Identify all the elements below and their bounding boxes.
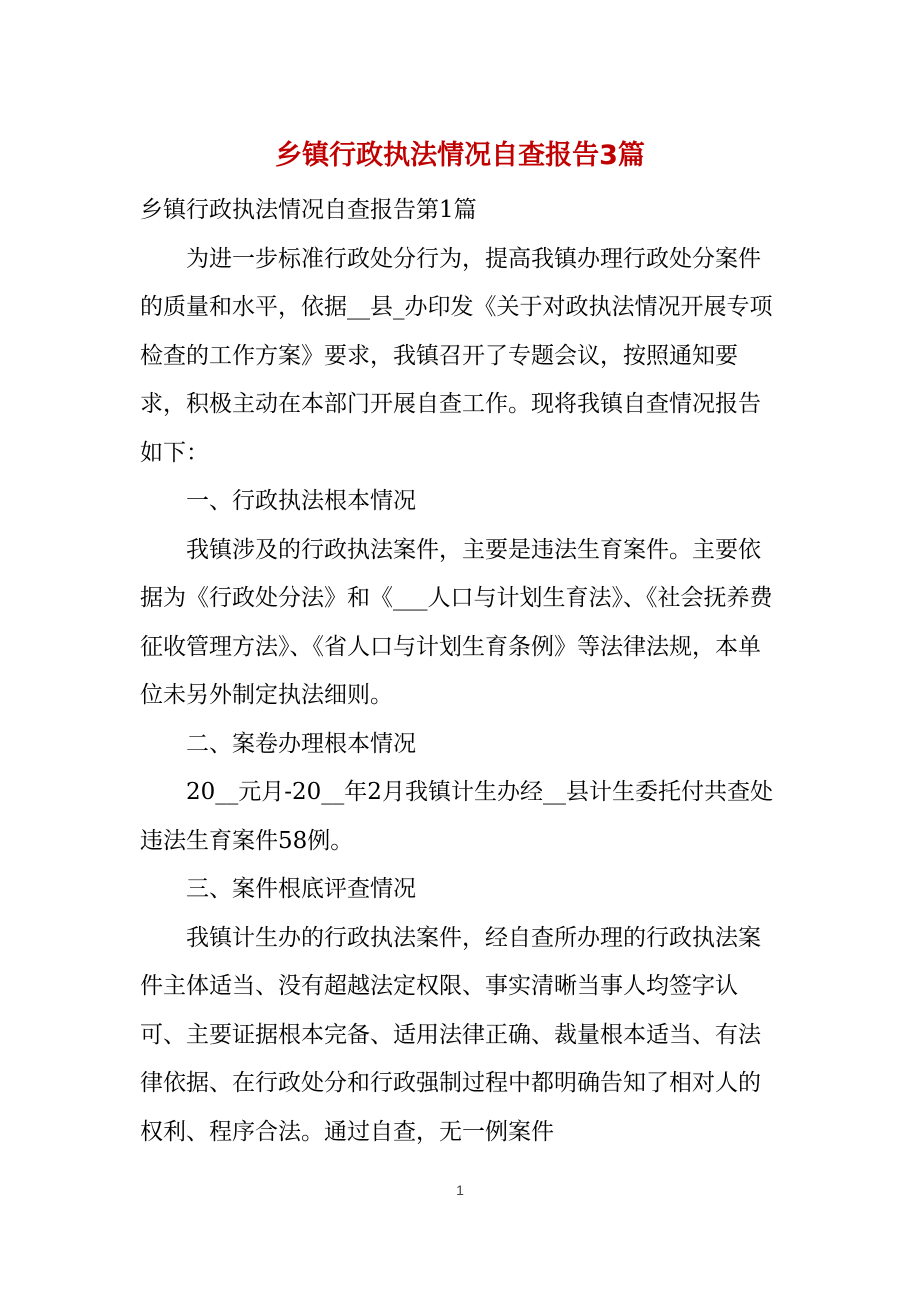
section-heading: 乡镇行政执法情况自查报告第1篇 [140,197,477,223]
page-number: 1 [456,1182,464,1198]
heading-case-review: 三、案件根底评查情况 [186,876,416,902]
case-handling-paragraph: 20__元月-20__年2月我镇计生办经__县计生委托付共查处违法生育案件58例。 [140,779,773,854]
enforcement-paragraph: 我镇涉及的行政执法案件，主要是违法生育案件。主要依据为《行政处分法》和《___人口与计划生育法》、《社会抚养费征收管理方法》、《省人口与计划生育条例》等法律法规，本单位未另外制定执法细则。 [140,536,773,708]
intro-paragraph: 为进一步标准行政处分行为，提高我镇办理行政处分案件的质量和水平，依据__县_办印发《关于对政执法情况开展专项检查的工作方案》要求，我镇召开了专题会议，按照通知要求，积极主动在本部门开展自查工作。现将我镇自查情况报告如下： [140,245,773,466]
heading-enforcement-overview: 一、行政执法根本情况 [186,488,416,514]
case-review-paragraph: 我镇计生办的行政执法案件，经自查所办理的行政执法案件主体适当、没有超越法定权限、事实清晰当事人均签字认可、主要证据根本完备、适用法律正确、裁量根本适当、有法律依据、在行政处分和行政强制过程中都明确告知了相对人的权利、程序合法。通过自查，无一例案件 [140,924,761,1145]
document-body [140,186,780,1156]
heading-case-handling: 二、案卷办理根本情况 [186,730,416,757]
document-title: 乡镇行政执法情况自查报告3篇 [275,140,645,171]
